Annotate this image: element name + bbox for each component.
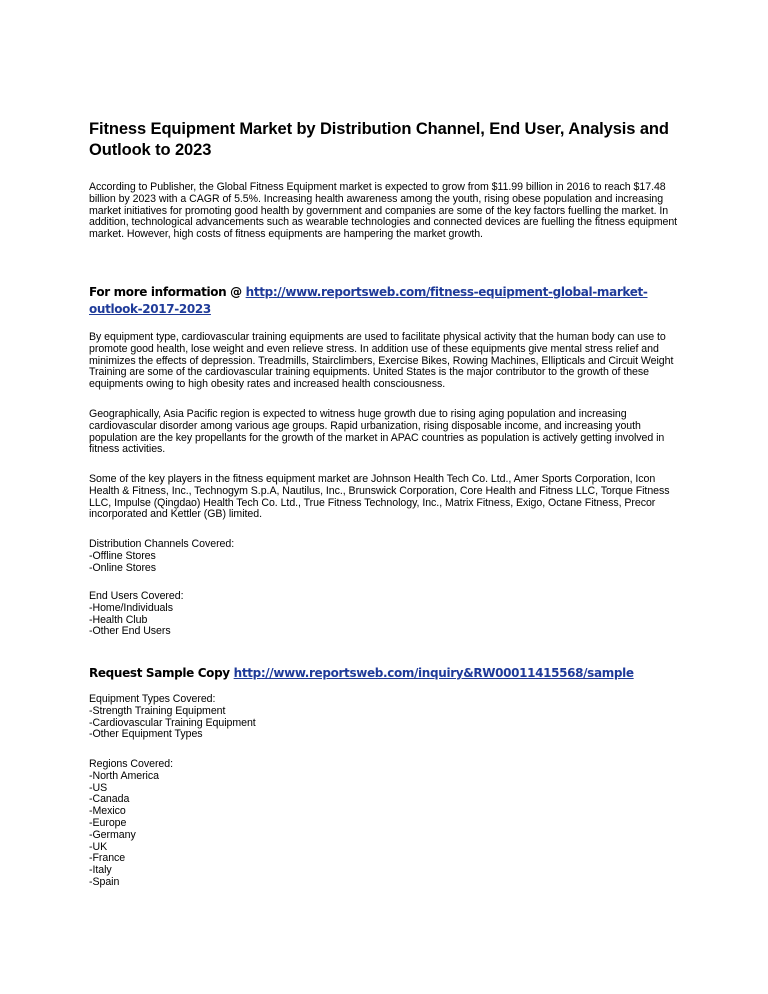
list-item: -Other Equipment Types (89, 728, 203, 741)
intro-paragraph: According to Publisher, the Global Fitness Equipment market is expected to grow from $11.99 billion in 2016 to reach $17.48 billion by 2023 with a CAGR of 5.5%. Increasing health awareness among the youth, rising obese population and increasing market initiatives for promoting good health by government and companies are some of the key factors fuelling the market. In addition, technological advancements such as wearable technologies and connected devices are fuelling the fitness equipment market. However, high costs of fitness equipments are hampering the market growth. (89, 181, 678, 241)
regions-heading: Regions Covered: (89, 758, 173, 770)
key-players-paragraph: Some of the key players in the fitness equipment market are Johnson Health Tech Co. Ltd., Amer Sports Corporation, Icon Health & Fitness, Inc., Technogym S.p.A, Nautilus, Inc., Brunswick Corporation, Core Health and Fitness LLC, Torque Fitness LLC, Impulse (Qingdao) Health Tech Co. Ltd., True Fitness Technology, Inc., Matrix Fitness, Exigo, Octane Fitness, Precor incorporated and Kettler (GB) limited. (89, 473, 670, 521)
list-item: -Mexico (89, 805, 126, 818)
list-item: -Health Club (89, 613, 148, 626)
list-item: -Spain (89, 875, 120, 888)
more-info-link[interactable]: http://www.reportsweb.com/fitness-equipment-global-market-outlook-2017-2023 (89, 285, 648, 316)
list-item: -Online Stores (89, 561, 157, 574)
list-item: -Home/Individuals (89, 601, 173, 614)
equipment-types-heading: Equipment Types Covered: (89, 693, 216, 705)
list-item: -Europe (89, 816, 127, 829)
more-info-line (89, 284, 685, 317)
equipment-paragraph: By equipment type, cardiovascular training equipments are used to facilitate physical activity that the human body can use to promote good health, lose weight and even relieve stress. In addition use of these equipments give mental stress relief and minimizes the effects of depression. Treadmills, Stairclimbers, Exercise Bikes, Rowing Machines, Ellipticals and Circuit Weight Training are some of the cardiovascular training equipments. United States is the major contributor to the growth of these equipments owing to high obesity rates and increased health consciousness. (89, 331, 674, 391)
distribution-list (89, 539, 685, 574)
list-item: -Cardiovascular Training Equipment (89, 716, 256, 729)
document-title: Fitness Equipment Market by Distribution Channel, End User, Analysis and Outlook to 2023 (89, 120, 669, 159)
list-item: -UK (89, 840, 108, 853)
request-sample-link[interactable]: http://www.reportsweb.com/inquiry&RW00011415568/sample (233, 666, 634, 680)
list-item: -Strength Training Equipment (89, 704, 226, 717)
regions-list (89, 759, 685, 889)
geography-paragraph: Geographically, Asia Pacific region is expected to witness huge growth due to rising aging population and increasing cardiovascular disorder among various age groups. Rapid urbanization, rising disposable income, and increasing youth population are the key propellants for the growth of the market in APAC countries as population is actively getting involved in fitness activities. (89, 408, 665, 456)
end-users-list (89, 591, 685, 638)
list-item: -North America (89, 769, 159, 782)
list-item: -Germany (89, 828, 136, 841)
distribution-heading: Distribution Channels Covered: (89, 538, 235, 550)
more-info-label: For more information @ (89, 285, 246, 299)
list-item: -Italy (89, 864, 112, 877)
list-item: -Canada (89, 793, 130, 806)
list-item: -Other End Users (89, 625, 171, 638)
list-item: -France (89, 852, 126, 865)
end-users-heading: End Users Covered: (89, 590, 184, 602)
list-item: -US (89, 781, 108, 794)
list-item: -Offline Stores (89, 549, 156, 562)
equipment-types-list (89, 694, 685, 741)
request-sample-line (89, 665, 685, 682)
request-sample-label: Request Sample Copy (89, 666, 234, 680)
